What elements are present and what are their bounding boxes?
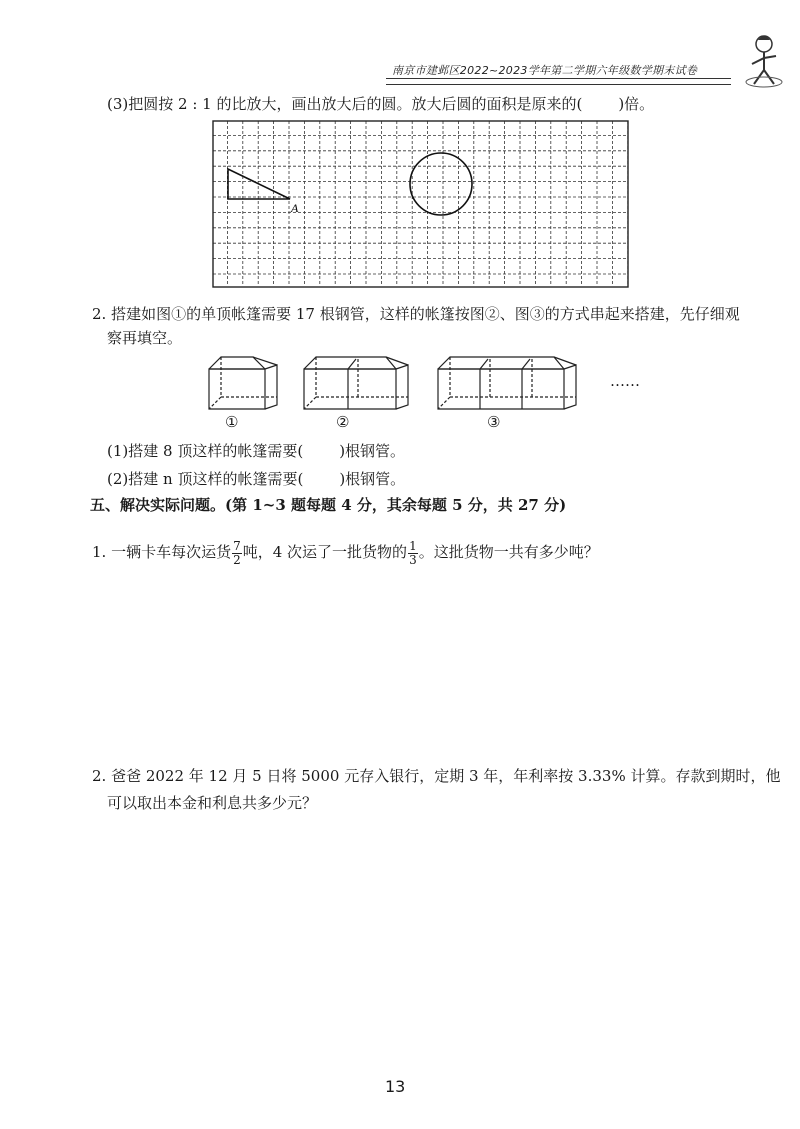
q3-text-before: (3)把圆按 2 : 1 的比放大，画出放大后的圆。放大后圆的面积是原来的( bbox=[107, 95, 583, 113]
grid-figure bbox=[212, 120, 632, 292]
fraction-seven-halves: $\frac{7}{2}$ bbox=[233, 538, 241, 567]
problem2-line2: 可以取出本金和利息共多少元？ bbox=[107, 794, 318, 812]
tent-sub1 bbox=[107, 440, 405, 462]
point-a-label: A bbox=[291, 201, 299, 215]
tent-caption-1: ① bbox=[225, 413, 239, 431]
tent-ellipsis: …… bbox=[610, 372, 640, 390]
tent-sub2-before: (2)搭建 n 顶这样的帐篷需要( bbox=[107, 470, 304, 488]
section5-title: 五、解决实际问题。(第 1~3 题每题 4 分，其余每题 5 分，共 27 分) bbox=[90, 496, 567, 514]
circle-shape bbox=[410, 153, 472, 215]
header-rule bbox=[386, 78, 731, 85]
tent-sub1-before: (1)搭建 8 顶这样的帐篷需要( bbox=[107, 442, 304, 460]
tent-sub2 bbox=[107, 468, 405, 490]
triangle-shape bbox=[228, 169, 290, 199]
tent-caption-2: ② bbox=[336, 413, 350, 431]
page-number: 13 bbox=[385, 1077, 406, 1096]
exam-header-title: 南京市建邺区2022~2023学年第二学期六年级数学期末试卷 bbox=[392, 64, 698, 77]
tent-sub2-after: )根钢管。 bbox=[339, 470, 406, 488]
tent-figure-1 bbox=[205, 353, 283, 413]
problem1-text-b: 吨，4 次运了一批货物的 bbox=[242, 543, 408, 561]
tent-question-line2: 察再填空。 bbox=[107, 329, 183, 347]
problem2-line1: 2. 爸爸 2022 年 12 月 5 日将 5000 元存入银行，定期 3 年，年利率按 3.33% 计算。存款到期时，他 bbox=[92, 767, 781, 785]
tent-figure-3 bbox=[434, 353, 582, 413]
problem1-text-a: 1. 一辆卡车每次运货 bbox=[92, 543, 232, 561]
q3-text-after: )倍。 bbox=[618, 95, 655, 113]
problem1-text-c: 。这批货物一共有多少吨？ bbox=[418, 543, 599, 561]
tent-sub1-after: )根钢管。 bbox=[339, 442, 406, 460]
grid-border bbox=[213, 121, 628, 287]
tent-caption-3: ③ bbox=[487, 413, 501, 431]
problem1 bbox=[92, 537, 599, 567]
q3-prompt bbox=[107, 93, 654, 115]
mascot-icon bbox=[738, 30, 790, 90]
fraction-one-third: $\frac{1}{3}$ bbox=[409, 538, 417, 567]
tent-question-line1: 2. 搭建如图①的单顶帐篷需要 17 根钢管，这样的帐篷按图②、图③的方式串起来搭建，先仔细观 bbox=[92, 305, 740, 323]
tent-figure-2 bbox=[300, 353, 412, 413]
